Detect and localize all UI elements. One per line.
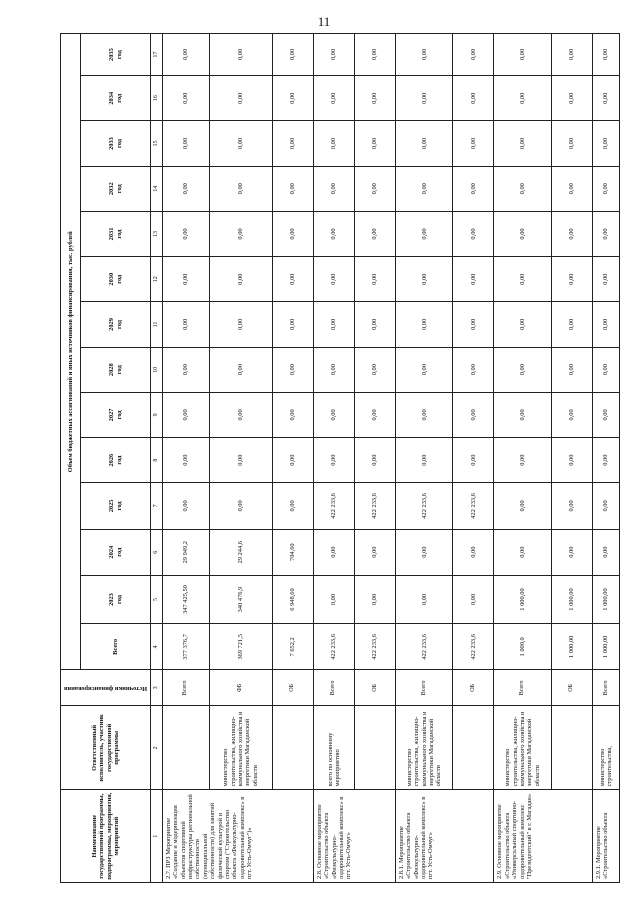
column-number: 10 <box>151 347 163 392</box>
amount-year: 0,00 <box>592 257 619 302</box>
amount-year: 0,00 <box>551 392 592 437</box>
amount-year: 0,00 <box>313 166 354 211</box>
responsible-executor: министерство строительства, жилищно-коммунального хозяйства и энергетики Магаданской области <box>209 706 272 790</box>
amount-year: 422 233,6 <box>453 483 494 529</box>
amount-year: 0,00 <box>494 529 551 575</box>
amount-year: 0,00 <box>354 121 395 166</box>
amount-year: 0,00 <box>453 529 494 575</box>
table-row <box>494 34 551 883</box>
amount-year: 0,00 <box>163 392 210 437</box>
amount-year: 0,00 <box>313 347 354 392</box>
table-row <box>272 34 313 883</box>
amount-total: 422 233,6 <box>453 624 494 670</box>
amount-year: 0,00 <box>163 302 210 347</box>
amount-year: 0,00 <box>592 392 619 437</box>
amount-year: 0,00 <box>313 302 354 347</box>
amount-year: 0,00 <box>494 76 551 121</box>
amount-total: 422 233,6 <box>354 624 395 670</box>
amount-year: 0,00 <box>163 438 210 483</box>
header-year-value: 2024 <box>108 545 116 559</box>
header-year-unit: год <box>115 501 123 511</box>
amount-year: 0,00 <box>551 438 592 483</box>
amount-year: 0,00 <box>592 529 619 575</box>
amount-year: 0,00 <box>272 211 313 256</box>
responsible-executor <box>163 706 210 790</box>
funding-source: ОБ <box>272 670 313 706</box>
amount-year: 0,00 <box>313 121 354 166</box>
amount-year: 0,00 <box>163 34 210 76</box>
amount-year: 0,00 <box>396 347 453 392</box>
amount-year: 0,00 <box>453 575 494 623</box>
header-year-2026 <box>81 438 151 483</box>
amount-year: 0,00 <box>551 257 592 302</box>
responsible-executor: министерство строительства, жилищно-коммунального хозяйства и энергетики Магаданской области <box>494 706 551 790</box>
amount-year: 0,00 <box>551 76 592 121</box>
amount-year: 347 425,50 <box>163 575 210 623</box>
amount-year: 0,00 <box>453 392 494 437</box>
amount-year: 0,00 <box>396 121 453 166</box>
column-number: 14 <box>151 166 163 211</box>
amount-year: 0,00 <box>396 438 453 483</box>
amount-year: 0,00 <box>494 483 551 529</box>
amount-year: 422 233,6 <box>313 483 354 529</box>
header-responsible: Ответственный исполнитель, участник государственной программы <box>61 706 151 790</box>
amount-year: 0,00 <box>209 347 272 392</box>
amount-year: 0,00 <box>592 34 619 76</box>
amount-year: 0,00 <box>272 34 313 76</box>
amount-year: 422 233,6 <box>396 483 453 529</box>
amount-year: 340 476,9 <box>209 575 272 623</box>
amount-year: 0,00 <box>592 347 619 392</box>
header-year-2035 <box>81 34 151 76</box>
header-year-2023 <box>81 575 151 623</box>
responsible-executor: министерство строительства, <box>592 706 619 790</box>
header-year-2034 <box>81 76 151 121</box>
column-number: 9 <box>151 392 163 437</box>
column-number: 16 <box>151 76 163 121</box>
header-year-value: 2033 <box>108 137 116 150</box>
amount-year: 0,00 <box>313 438 354 483</box>
header-year-value: 2030 <box>108 272 116 286</box>
amount-year: 0,00 <box>163 211 210 256</box>
amount-year: 29 244,6 <box>209 529 272 575</box>
amount-year: 0,00 <box>209 121 272 166</box>
table-row <box>354 34 395 883</box>
header-year-2032 <box>81 166 151 211</box>
amount-year: 0,00 <box>272 302 313 347</box>
amount-year: 0,00 <box>551 347 592 392</box>
measure-name: 2.9.1. Мероприятие «Строительство объекта <box>592 790 619 883</box>
header-year-2030 <box>81 257 151 302</box>
amount-total: 369 721,5 <box>209 624 272 670</box>
header-year-2028 <box>81 347 151 392</box>
amount-year: 0,00 <box>551 34 592 76</box>
amount-year: 0,00 <box>396 529 453 575</box>
amount-year: 0,00 <box>453 34 494 76</box>
amount-total: 1 000,00 <box>592 624 619 670</box>
amount-year: 0,00 <box>494 34 551 76</box>
measure-name: 2.8.1. Мероприятие «Строительство объекта «Физкультурно-оздоровительный комплекс» в пгт. Усть-Омчуг» <box>396 790 494 883</box>
responsible-executor: всего по основному мероприятию <box>313 706 354 790</box>
header-year-unit: год <box>115 365 123 375</box>
header-year-unit: год <box>115 319 123 329</box>
amount-year: 0,00 <box>209 34 272 76</box>
amount-year: 29 949,2 <box>163 529 210 575</box>
amount-year: 0,00 <box>313 211 354 256</box>
column-number: 13 <box>151 211 163 256</box>
amount-year: 0,00 <box>592 211 619 256</box>
table-row <box>453 34 494 883</box>
amount-year: 0,00 <box>494 257 551 302</box>
page-number: 11 <box>317 14 331 29</box>
header-year-2027 <box>81 392 151 437</box>
amount-year: 0,00 <box>354 34 395 76</box>
amount-total: 422 233,6 <box>313 624 354 670</box>
header-year-value: 2031 <box>108 227 116 241</box>
column-number: 1 <box>151 790 163 883</box>
amount-year: 0,00 <box>313 575 354 623</box>
amount-year: 0,00 <box>396 166 453 211</box>
amount-year: 0,00 <box>272 121 313 166</box>
header-year-unit: год <box>115 139 123 149</box>
amount-year: 0,00 <box>494 392 551 437</box>
amount-year: 0,00 <box>396 76 453 121</box>
measure-name: 2.9. Основное мероприятие «Строительство объекта «Универсальный спортивно-оздоровительный комплекс "Президентский" в г. Магадан» <box>494 790 592 883</box>
amount-year: 0,00 <box>494 121 551 166</box>
table-row <box>163 34 210 883</box>
funding-source: ОБ <box>354 670 395 706</box>
amount-year: 0,00 <box>494 211 551 256</box>
amount-year: 0,00 <box>494 166 551 211</box>
amount-year: 0,00 <box>494 302 551 347</box>
amount-year: 0,00 <box>453 302 494 347</box>
header-year-unit: год <box>115 410 123 420</box>
header-budget: Объем бюджетных ассигнований и иных источников финансирования, тыс. рублей <box>61 34 81 671</box>
header-year-value: 2034 <box>108 91 116 105</box>
amount-total: 422 233,6 <box>396 624 453 670</box>
measure-name: 2.7. ПРЗ Мероприятие «Создание и модернизация объектов спортивной инфраструктуры региональной собственности (муниципальной собственности) для занятий физической культурой и спортом ("Строительство объекта «Физкультурно-оздоровительный комплекс» в пгт. Усть-Омчуг")» <box>163 790 314 883</box>
measure-name: 2.8. Основное мероприятие «Строительство объекта «Физкультурно-оздоровительный комплекс» в пгт. Усть-Омчуг» <box>313 790 395 883</box>
amount-year: 0,00 <box>272 483 313 529</box>
funding-source: Всего <box>313 670 354 706</box>
amount-year: 0,00 <box>354 76 395 121</box>
amount-year: 0,00 <box>551 302 592 347</box>
amount-year: 0,00 <box>354 166 395 211</box>
amount-year: 0,00 <box>453 166 494 211</box>
header-year-2024 <box>81 529 151 575</box>
header-year-2025 <box>81 483 151 529</box>
header-year-value: 2035 <box>108 48 116 61</box>
amount-year: 0,00 <box>163 483 210 529</box>
amount-year: 0,00 <box>209 392 272 437</box>
amount-year: 0,00 <box>592 76 619 121</box>
rotated-table-sheet <box>60 33 620 883</box>
responsible-executor <box>551 706 592 790</box>
amount-year: 0,00 <box>551 121 592 166</box>
amount-year: 0,00 <box>272 347 313 392</box>
funding-source: Всего <box>396 670 453 706</box>
amount-year: 0,00 <box>313 34 354 76</box>
amount-year: 0,00 <box>209 257 272 302</box>
amount-year: 0,00 <box>354 575 395 623</box>
amount-year: 0,00 <box>163 166 210 211</box>
amount-year: 422 233,6 <box>354 483 395 529</box>
amount-total: 377 376,7 <box>163 624 210 670</box>
header-year-value: 2023 <box>108 593 116 606</box>
amount-year: 1 000,00 <box>551 575 592 623</box>
header-source: Источники финансирования <box>63 684 148 692</box>
amount-year: 0,00 <box>354 257 395 302</box>
column-number: 6 <box>151 529 163 575</box>
header-year-unit: год <box>115 547 123 557</box>
amount-year: 0,00 <box>592 302 619 347</box>
header-year-unit: год <box>115 50 123 60</box>
amount-year: 0,00 <box>494 347 551 392</box>
amount-year: 0,00 <box>354 211 395 256</box>
header-year-value: 2032 <box>108 182 116 196</box>
amount-year: 0,00 <box>313 529 354 575</box>
amount-year: 0,00 <box>163 347 210 392</box>
column-number: 4 <box>151 624 163 670</box>
column-number: 3 <box>151 670 163 706</box>
header-year-value: 2029 <box>108 318 116 331</box>
amount-year: 0,00 <box>453 76 494 121</box>
header-year-unit: год <box>115 184 123 194</box>
amount-year: 0,00 <box>551 166 592 211</box>
amount-year: 0,00 <box>354 529 395 575</box>
column-number: 12 <box>151 257 163 302</box>
table-viewport <box>60 33 620 883</box>
table-row <box>396 34 453 883</box>
header-year-unit: год <box>115 455 123 465</box>
amount-year: 0,00 <box>209 438 272 483</box>
amount-year: 0,00 <box>396 302 453 347</box>
header-year-2031 <box>81 211 151 256</box>
column-number: 11 <box>151 302 163 347</box>
header-year-2033 <box>81 121 151 166</box>
amount-year: 0,00 <box>272 392 313 437</box>
amount-year: 0,00 <box>592 483 619 529</box>
header-program-name: Наименование государственной программы, подпрограммы, мероприятия, мероприятий <box>61 790 151 883</box>
header-year-unit: год <box>115 595 123 605</box>
table-row <box>592 34 619 883</box>
amount-year: 0,00 <box>313 257 354 302</box>
funding-source: Всего <box>494 670 551 706</box>
amount-year: 0,00 <box>354 347 395 392</box>
header-year-value: 2025 <box>108 499 116 513</box>
amount-year: 0,00 <box>272 438 313 483</box>
amount-year: 0,00 <box>592 166 619 211</box>
amount-year: 0,00 <box>354 302 395 347</box>
amount-total: 1 000,0 <box>494 624 551 670</box>
amount-year: 0,00 <box>551 529 592 575</box>
budget-table <box>60 33 620 883</box>
funding-source: Всего <box>592 670 619 706</box>
header-year-value: 2026 <box>108 453 116 467</box>
amount-year: 1 000,00 <box>592 575 619 623</box>
responsible-executor <box>272 706 313 790</box>
amount-year: 0,00 <box>396 575 453 623</box>
amount-year: 704,60 <box>272 529 313 575</box>
amount-year: 0,00 <box>313 76 354 121</box>
table-row <box>313 34 354 883</box>
amount-year: 0,00 <box>453 211 494 256</box>
amount-year: 0,00 <box>313 392 354 437</box>
amount-year: 0,00 <box>592 121 619 166</box>
amount-year: 0,00 <box>272 257 313 302</box>
funding-source: Всего <box>163 670 210 706</box>
amount-year: 0,00 <box>551 211 592 256</box>
amount-year: 0,00 <box>396 392 453 437</box>
amount-year: 0,00 <box>354 438 395 483</box>
amount-year: 0,00 <box>272 166 313 211</box>
header-year-2029 <box>81 302 151 347</box>
amount-year: 1 000,00 <box>494 575 551 623</box>
amount-year: 0,00 <box>592 438 619 483</box>
column-number: 5 <box>151 575 163 623</box>
amount-year: 0,00 <box>453 347 494 392</box>
amount-year: 0,00 <box>209 302 272 347</box>
header-year-value: 2028 <box>108 363 116 377</box>
amount-year: 0,00 <box>396 34 453 76</box>
amount-total: 1 000,00 <box>551 624 592 670</box>
amount-year: 0,00 <box>494 438 551 483</box>
column-number: 2 <box>151 706 163 790</box>
header-year-unit: год <box>115 93 123 103</box>
amount-year: 0,00 <box>551 483 592 529</box>
responsible-executor <box>354 706 395 790</box>
table-row <box>551 34 592 883</box>
funding-source: ОБ <box>453 670 494 706</box>
amount-year: 0,00 <box>354 392 395 437</box>
table-row <box>209 34 272 883</box>
amount-year: 0,00 <box>209 211 272 256</box>
header-source-cell <box>61 670 151 706</box>
header-total: Всего <box>81 624 151 670</box>
header-year-unit: год <box>115 274 123 284</box>
column-number: 8 <box>151 438 163 483</box>
column-number: 15 <box>151 121 163 166</box>
amount-year: 0,00 <box>453 438 494 483</box>
amount-year: 0,00 <box>163 121 210 166</box>
amount-year: 0,00 <box>209 76 272 121</box>
amount-year: 0,00 <box>272 76 313 121</box>
amount-year: 0,00 <box>453 121 494 166</box>
funding-source: ФБ <box>209 670 272 706</box>
amount-year: 6 948,60 <box>272 575 313 623</box>
funding-source: ОБ <box>551 670 592 706</box>
amount-year: 0,00 <box>209 483 272 529</box>
header-year-value: 2027 <box>108 408 116 422</box>
responsible-executor: министерство строительства, жилищно-коммунального хозяйства и энергетики Магаданской области <box>396 706 453 790</box>
column-number: 7 <box>151 483 163 529</box>
amount-total: 7 652,2 <box>272 624 313 670</box>
amount-year: 0,00 <box>163 76 210 121</box>
amount-year: 0,00 <box>396 211 453 256</box>
column-number: 17 <box>151 34 163 76</box>
amount-year: 0,00 <box>209 166 272 211</box>
responsible-executor <box>453 706 494 790</box>
amount-year: 0,00 <box>163 257 210 302</box>
amount-year: 0,00 <box>453 257 494 302</box>
header-year-unit: год <box>115 229 123 239</box>
amount-year: 0,00 <box>396 257 453 302</box>
